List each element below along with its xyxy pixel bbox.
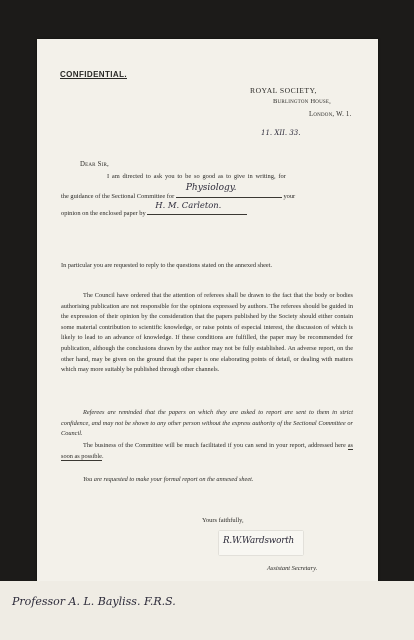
address-line-2: London, W. 1. <box>309 111 352 118</box>
confidential-heading: CONFIDENTIAL. <box>60 70 127 79</box>
signatory-title: Assistant Secretary. <box>267 565 318 572</box>
intro-line-2 <box>61 183 353 200</box>
address-line-1: Burlington House, <box>273 98 331 105</box>
paragraph-referees: Referees are reminded that the papers on which they are asked to report are sent to them in strict confidence, and may not be shown to any other person without the express authority of the Sectional Committee or Council. <box>61 409 353 438</box>
subject-handwritten: Physiology. <box>185 183 237 193</box>
lower-sheet <box>0 581 414 640</box>
intro-text-b: the guidance of the Sectional Committee for <box>61 193 175 200</box>
paragraph-questions: In particular you are requested to reply to the questions stated on the annexed sheet. <box>61 262 273 269</box>
paragraph-business <box>61 441 353 462</box>
business-text-underlined: as soon as possible <box>61 442 354 460</box>
paragraph-formal-report: You are requested to make your formal report on the annexed sheet. <box>83 476 254 483</box>
intro-text-c: your <box>283 193 296 200</box>
closing: Yours faithfully, <box>202 517 244 524</box>
author-field <box>147 200 247 215</box>
addressee-handwritten: Professor A. L. Bayliss. F.R.S. <box>12 595 176 608</box>
org-name: ROYAL SOCIETY, <box>250 86 317 95</box>
salutation: Dear Sir, <box>80 161 109 168</box>
date-handwritten: 11. XII. 33. <box>261 129 301 137</box>
intro-line-1: I am directed to ask you to be so good as to give in writing, for <box>107 173 286 180</box>
signature: R.W.Wardsworth <box>223 536 295 546</box>
author-handwritten: H. M. Carleton. <box>155 200 222 210</box>
intro-text-d: opinion on the enclosed paper by <box>61 210 146 217</box>
signature-slip <box>219 531 303 555</box>
business-text-a: The business of the Committee will be much facilitated if you can send in your report, addressed here <box>83 442 346 449</box>
letter-sheet <box>37 39 378 620</box>
paragraph-council: The Council have ordered that the attention of referees shall be drawn to the fact that the body or bodies authorising publication are not responsible for the opinions expressed by authors. The referees should be guided in the expression of their opinion by the consideration that the papers published by the Society should either contain some material contribution to scientific knowledge, or raise points of especial interest, the discussion of which is likely to lead to an advance of knowledge. If these conditions are fulfilled, the paper may be recommended for publication, although the conclusions drawn by the author may not be fully established. An adverse report, on the other hand, may be given on the ground that the paper is one elaborating points of detail, or dealing with matters which may more suitably be published through other channels. <box>61 292 353 374</box>
intro-line-3 <box>61 200 247 217</box>
subject-field <box>176 183 282 198</box>
business-text-b: . <box>101 452 104 460</box>
